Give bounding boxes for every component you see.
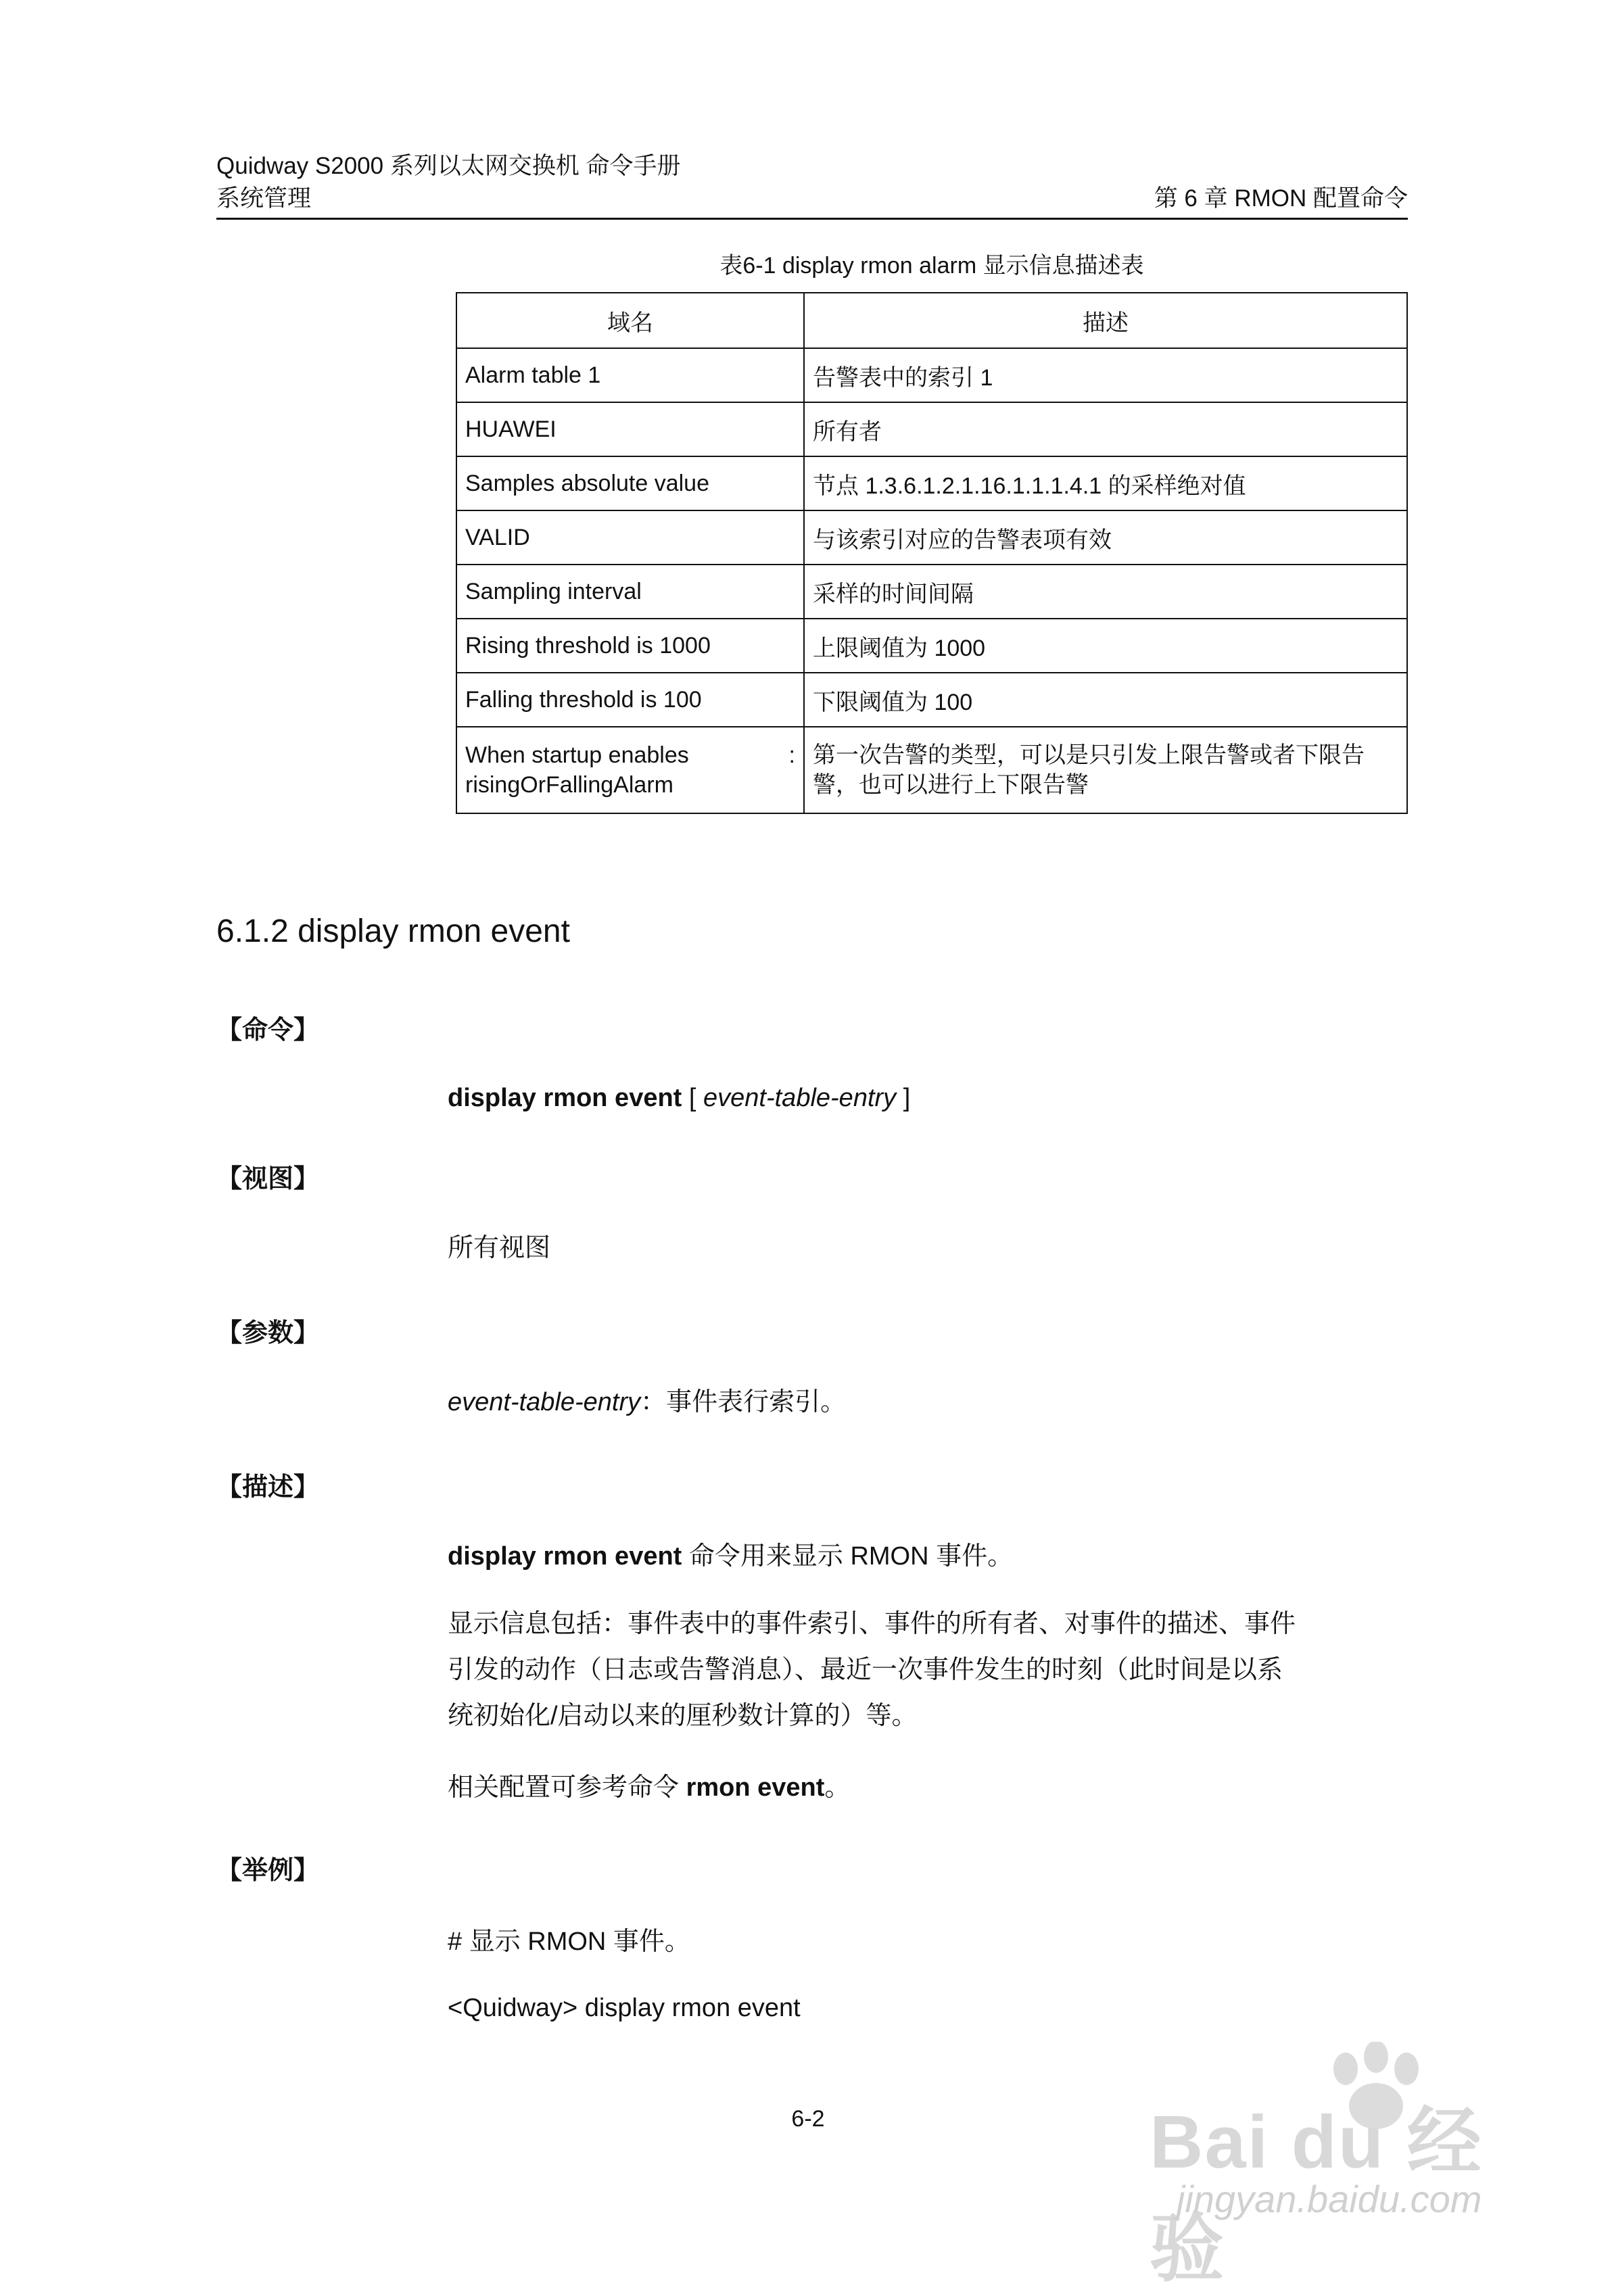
column-header-description: 描述: [804, 293, 1407, 348]
reference-command: rmon event: [686, 1773, 825, 1802]
description-text: 命令用来显示 RMON 事件。: [682, 1542, 1014, 1571]
description-cell: [804, 727, 1407, 813]
table-caption: 表6-1 display rmon alarm 显示信息描述表: [719, 253, 1144, 279]
description-paragraph-1: [448, 1533, 1408, 1579]
description-line: 统初始化/启动以来的厘秒数计算的）等。: [448, 1702, 918, 1730]
description-table: [456, 292, 1408, 814]
description-line: 引发的动作（日志或告警消息）、最近一次事件发生的时刻（此时间是以系: [448, 1656, 1283, 1684]
parameter-description: [448, 1379, 1408, 1425]
field-line: risingOrFallingAlarm: [465, 772, 673, 798]
table-row: [456, 673, 1407, 727]
parameter-text: ：事件表行索引。: [640, 1388, 847, 1416]
field-line: When startup enables: [465, 742, 689, 768]
description-command: display rmon event: [448, 1542, 682, 1571]
description-cell: 节点 1.3.6.1.2.1.16.1.1.1.4.1 的采样绝对值: [804, 456, 1407, 510]
view-heading: 【视图】: [216, 1165, 320, 1193]
description-paragraph-2: [448, 1601, 1408, 1739]
field-cell: VALID: [456, 510, 804, 565]
description-cell: 所有者: [804, 402, 1407, 456]
description-cell: 上限阈值为 1000: [804, 619, 1407, 673]
field-cell: Sampling interval: [456, 565, 804, 619]
field-cell: HUAWEI: [456, 402, 804, 456]
field-cell: [456, 727, 804, 813]
field-cell: Falling threshold is 100: [456, 673, 804, 727]
section-label: 系统管理: [216, 185, 312, 212]
description-line: 第一次告警的类型，可以是只引发上限告警或者下限告: [813, 742, 1365, 768]
example-command: <Quidway> display rmon event: [448, 1994, 801, 2022]
table-row: [456, 402, 1407, 456]
watermark-url: jingyan.baidu.com: [1177, 2178, 1482, 2220]
example-comment: # 显示 RMON 事件。: [448, 1928, 690, 1956]
table-row: [456, 619, 1407, 673]
field-cell: Samples absolute value: [456, 456, 804, 510]
description-line: 显示信息包括：事件表中的事件索引、事件的所有者、对事件的描述、事件: [448, 1610, 1296, 1638]
table-row: [456, 565, 1407, 619]
table-row: [456, 727, 1407, 813]
command-syntax: [448, 1075, 1408, 1121]
field-colon: :: [788, 742, 795, 768]
description-cell: 下限阈值为 100: [804, 673, 1407, 727]
bracket-open: [: [682, 1084, 704, 1112]
parameter-name: event-table-entry: [448, 1388, 641, 1416]
page-number: 6-2: [791, 2106, 825, 2132]
reference-end: 。: [824, 1773, 851, 1802]
manual-title: Quidway S2000 系列以太网交换机 命令手册: [216, 153, 681, 179]
chapter-label: 第 6 章 RMON 配置命令: [1154, 185, 1408, 212]
view-text: 所有视图: [448, 1234, 551, 1262]
table-header-row: [456, 293, 1407, 348]
header-divider: [216, 218, 1408, 220]
field-cell: Rising threshold is 1000: [456, 619, 804, 673]
watermark-logo: Bai du 经验: [1150, 2101, 1483, 2291]
table-row: [456, 456, 1407, 510]
parameter-heading: 【参数】: [216, 1319, 320, 1347]
description-line: 警，也可以进行上下限告警: [813, 772, 1089, 798]
bracket-close: ]: [896, 1084, 911, 1112]
reference-text: 相关配置可参考命令: [448, 1773, 686, 1802]
description-cell: 采样的时间间隔: [804, 565, 1407, 619]
description-paragraph-3: [448, 1765, 1408, 1811]
table-row: [456, 348, 1407, 402]
description-cell: 与该索引对应的告警表项有效: [804, 510, 1407, 565]
description-heading: 【描述】: [216, 1473, 320, 1502]
column-header-field: 域名: [456, 293, 804, 348]
page-header: [216, 150, 1408, 215]
description-cell: 告警表中的索引 1: [804, 348, 1407, 402]
table-row: [456, 510, 1407, 565]
section-title: 6.1.2 display rmon event: [216, 913, 570, 949]
example-heading: 【举例】: [216, 1857, 320, 1885]
command-parameter: event-table-entry: [703, 1084, 897, 1112]
field-cell: Alarm table 1: [456, 348, 804, 402]
command-keyword: display rmon event: [448, 1084, 682, 1112]
command-heading: 【命令】: [216, 1016, 320, 1045]
baidu-watermark: [1150, 2042, 1528, 2291]
